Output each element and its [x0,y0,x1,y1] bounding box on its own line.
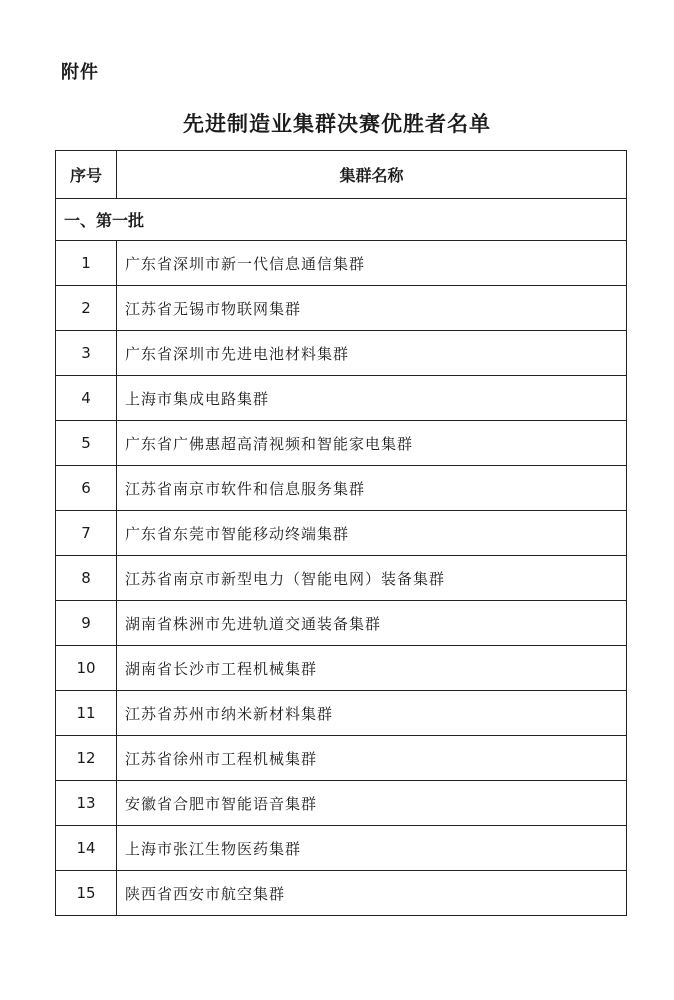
table-header-row [56,151,627,199]
cluster-name: 广东省广佛惠超高清视频和智能家电集群 [117,421,627,466]
column-header-cluster-name: 集群名称 [117,151,627,199]
table-row [56,241,627,286]
table-row [56,466,627,511]
cluster-name: 广东省深圳市新一代信息通信集群 [117,241,627,286]
row-number: 7 [56,511,117,556]
cluster-name: 江苏省徐州市工程机械集群 [117,736,627,781]
table-row [56,691,627,736]
table-row [56,781,627,826]
cluster-name: 江苏省无锡市物联网集群 [117,286,627,331]
table-row [56,286,627,331]
row-number: 6 [56,466,117,511]
row-number: 1 [56,241,117,286]
table-row [56,556,627,601]
cluster-name: 江苏省南京市新型电力（智能电网）装备集群 [117,556,627,601]
row-number: 15 [56,871,117,916]
row-number: 11 [56,691,117,736]
table-row [56,736,627,781]
row-number: 2 [56,286,117,331]
attachment-label: 附件 [61,62,99,83]
cluster-name: 广东省深圳市先进电池材料集群 [117,331,627,376]
table-row [56,826,627,871]
row-number: 14 [56,826,117,871]
cluster-name: 上海市集成电路集群 [117,376,627,421]
table-row [56,421,627,466]
table-row [56,601,627,646]
row-number: 5 [56,421,117,466]
document-title: 先进制造业集群决赛优胜者名单 [183,112,491,136]
row-number: 10 [56,646,117,691]
cluster-name: 广东省东莞市智能移动终端集群 [117,511,627,556]
table-body [56,199,627,916]
section-row [56,199,627,241]
section-title: 一、第一批 [56,199,627,241]
table-row [56,646,627,691]
row-number: 8 [56,556,117,601]
table-row [56,376,627,421]
cluster-name: 陕西省西安市航空集群 [117,871,627,916]
cluster-name: 安徽省合肥市智能语音集群 [117,781,627,826]
row-number: 4 [56,376,117,421]
table-row [56,511,627,556]
cluster-name: 江苏省南京市软件和信息服务集群 [117,466,627,511]
table-row [56,331,627,376]
cluster-name: 湖南省长沙市工程机械集群 [117,646,627,691]
cluster-name: 上海市张江生物医药集群 [117,826,627,871]
cluster-name: 江苏省苏州市纳米新材料集群 [117,691,627,736]
row-number: 13 [56,781,117,826]
row-number: 12 [56,736,117,781]
winners-table [55,150,627,916]
cluster-name: 湖南省株洲市先进轨道交通装备集群 [117,601,627,646]
column-header-number: 序号 [56,151,117,199]
row-number: 3 [56,331,117,376]
row-number: 9 [56,601,117,646]
table-row [56,871,627,916]
